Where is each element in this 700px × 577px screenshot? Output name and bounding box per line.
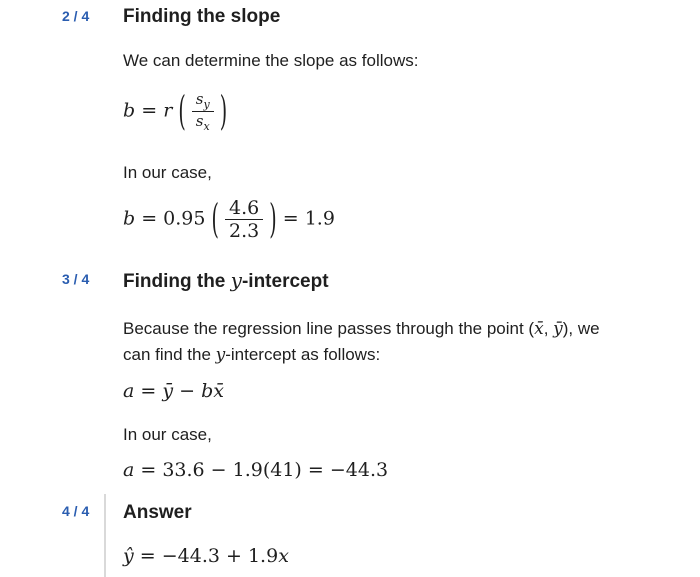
frac-den: 2.3 <box>229 220 260 242</box>
left-paren: ( <box>211 196 219 243</box>
step-title: Finding the slope <box>123 6 281 27</box>
minus-sign: − <box>173 380 202 402</box>
y-hat: ŷ <box>123 545 134 567</box>
slope-formula <box>123 90 227 133</box>
frac-den-sub: x <box>203 120 210 133</box>
frac-num: 4.6 <box>225 197 263 220</box>
point-y: ȳ <box>553 319 563 339</box>
frac-den-s: s <box>195 112 204 130</box>
para-a: Because the regression line passes through the point ( <box>123 319 535 338</box>
para-var: y <box>215 345 226 365</box>
intercept-formula <box>123 380 224 402</box>
var-b: b <box>123 99 136 122</box>
right-paren: ) <box>269 196 277 243</box>
right-paren: ) <box>219 88 228 135</box>
title-suffix: -intercept <box>241 271 329 292</box>
answer-equation <box>123 545 289 567</box>
answer-rest: = −44.3 + 1.9 <box>133 545 279 567</box>
para-c: can find the <box>123 345 216 364</box>
case-label: In our case, <box>123 163 212 182</box>
title-prefix: Finding the <box>123 271 231 292</box>
calc-coef: = 0.95 <box>141 207 206 230</box>
sy-over-sx-fraction <box>192 90 214 133</box>
title-var: y <box>230 268 242 292</box>
var-x: x <box>278 545 289 567</box>
intercept-calculation <box>123 459 388 481</box>
para-d: -intercept as follows: <box>225 345 381 364</box>
var-a: a <box>123 459 135 481</box>
step-number: 4 / 4 <box>62 503 90 519</box>
var-b: b <box>201 380 214 402</box>
step-title <box>123 268 329 293</box>
var-r: r <box>163 99 173 122</box>
slope-calculation <box>123 197 335 242</box>
calc-rest: = 33.6 − 1.9(41) = −44.3 <box>134 459 389 481</box>
step-number: 2 / 4 <box>62 8 90 24</box>
var-a: a <box>123 380 135 402</box>
equals-sign: = <box>141 99 158 122</box>
para-b: ), we <box>562 319 600 338</box>
frac-num-sub: y <box>203 98 210 111</box>
calc-result: = 1.9 <box>282 207 335 230</box>
eq-sign: = <box>134 380 163 402</box>
case-label: In our case, <box>123 425 212 444</box>
point-x: x̄ <box>534 319 544 339</box>
left-paren: ( <box>178 88 186 135</box>
frac-num-s: s <box>195 90 204 108</box>
step-title: Answer <box>123 502 192 523</box>
intercept-explanation <box>123 316 663 368</box>
step-number: 3 / 4 <box>62 271 90 287</box>
answer-divider <box>104 494 106 577</box>
sd-fraction <box>225 197 263 242</box>
step-intro: We can determine the slope as follows: <box>123 51 419 70</box>
point-sep: , <box>543 319 554 338</box>
var-b: b <box>123 207 136 230</box>
ybar: ȳ <box>162 380 174 402</box>
xbar: x̄ <box>213 380 224 402</box>
